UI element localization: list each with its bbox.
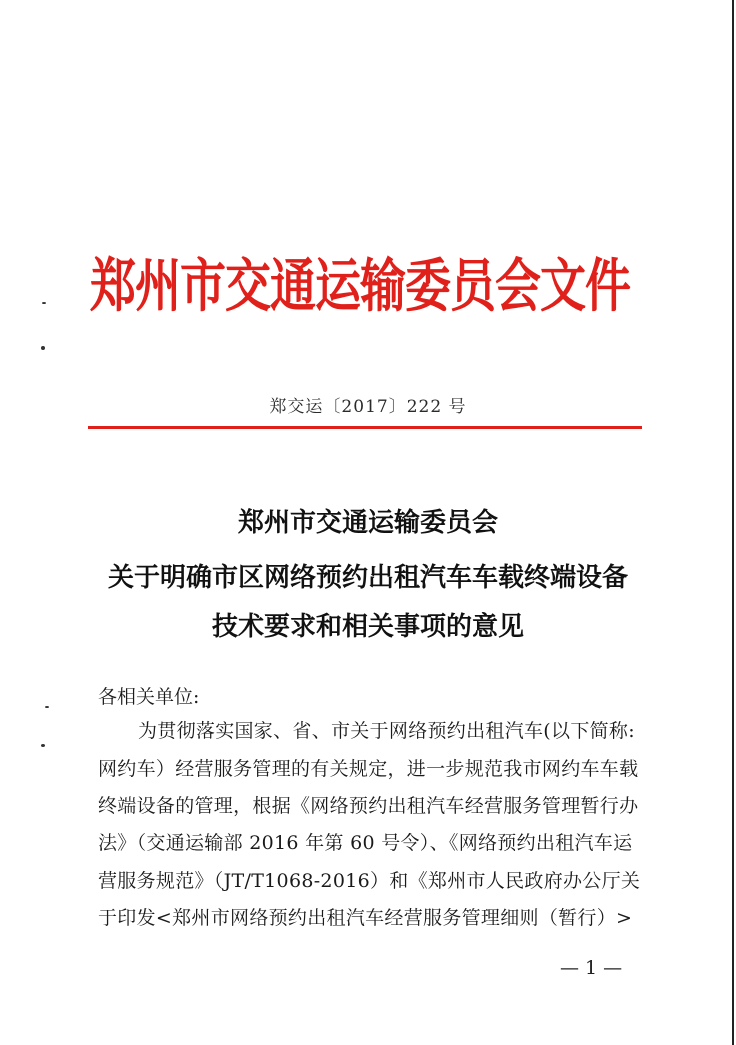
scan-speck bbox=[41, 744, 45, 747]
page-number: — 1 — bbox=[560, 957, 623, 979]
body-line: 终端设备的管理，根据《网络预约出租汽车经营服务管理暂行办 bbox=[98, 795, 639, 817]
scan-speck bbox=[42, 302, 46, 304]
salutation: 各相关单位: bbox=[98, 686, 200, 708]
title-line-2: 关于明确市区网络预约出租汽车车载终端设备 bbox=[107, 563, 628, 593]
title-line-1: 郑州市交通运输委员会 bbox=[237, 508, 498, 538]
agency-header-title: 郑州市交通运输委员会文件 bbox=[90, 251, 630, 320]
scan-speck bbox=[45, 706, 49, 708]
body-line: 营服务规范》（JT/T1068-2016）和《郑州市人民政府办公厅关 bbox=[98, 870, 641, 892]
document-number: 郑交运〔2017〕222 号 bbox=[269, 397, 467, 417]
body-line: 法》（交通运输部 2016 年第 60 号令）、《网络预约出租汽车运 bbox=[98, 832, 633, 854]
body-line: 为贯彻落实国家、省、市关于网络预约出租汽车(以下简称: bbox=[138, 720, 635, 742]
body-line: 于印发<郑州市网络预约出租汽车经营服务管理细则（暂行）> bbox=[98, 907, 633, 929]
scan-speck bbox=[41, 346, 45, 350]
red-divider bbox=[88, 426, 642, 429]
title-line-3: 技术要求和相关事项的意见 bbox=[211, 612, 524, 642]
body-line: 网约车）经营服务管理的有关规定，进一步规范我市网约车车载 bbox=[98, 758, 639, 780]
